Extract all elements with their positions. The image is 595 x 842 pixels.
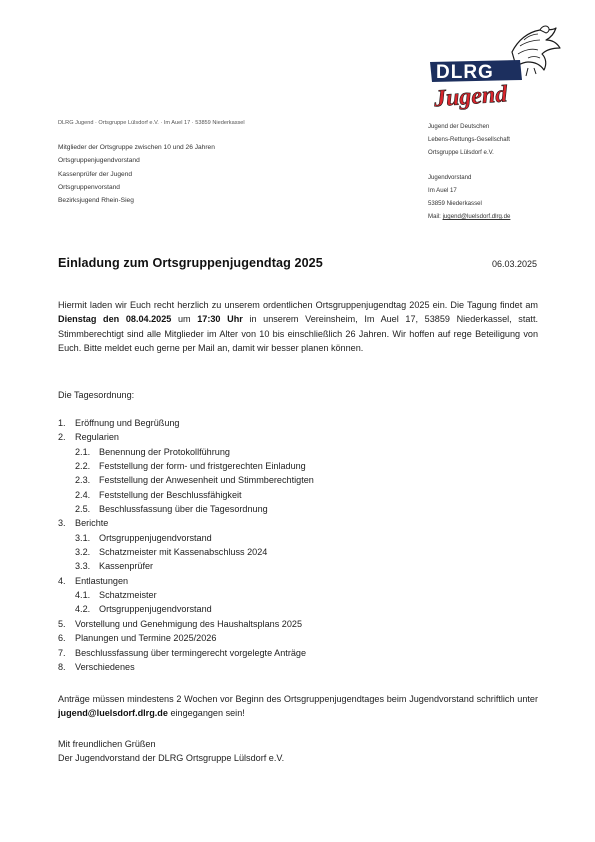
agenda-text: Eröffnung und Begrüßung bbox=[75, 418, 180, 428]
logo-text-dlrg: DLRG bbox=[436, 62, 494, 83]
agenda-item bbox=[58, 660, 538, 674]
agenda-text: Verschiedenes bbox=[75, 661, 135, 672]
agenda-text: Beschlussfassung über die Tagesordnung bbox=[99, 504, 268, 515]
agenda-number: 4. bbox=[58, 575, 66, 586]
agenda-list bbox=[58, 416, 538, 674]
recipient: Mitglieder der Ortsgruppe zwischen 10 und 26 Jahren bbox=[58, 144, 215, 151]
closing-mail-link[interactable]: jugend@luelsdorf.dlrg.de bbox=[58, 708, 168, 719]
agenda-subitem bbox=[58, 502, 538, 516]
agenda-text: Feststellung der form- und fristgerechten Einladung bbox=[99, 461, 306, 472]
intro-text: in unserem Vereinsheim, Im Auel 17, 53859 Niederkassel, statt. Stimmberechtigt sind alle Mitglieder im Alter von 10 bis einschließlich 26 Jahren. Wir hoffen auf rege Beteiligung von Euch. Bitte meldet euch gerne per Mail an, damit wir besser planen können. bbox=[58, 314, 539, 353]
agenda-number: 2.2. bbox=[75, 461, 91, 472]
agenda-number: 3.1. bbox=[75, 532, 91, 543]
agenda-item bbox=[58, 416, 538, 430]
recipient: Ortsgruppenvorstand bbox=[58, 183, 120, 191]
agenda-item bbox=[58, 646, 538, 660]
agenda-number: 2.1. bbox=[75, 446, 91, 457]
recipient: Ortsgruppenjugendvorstand bbox=[58, 157, 140, 165]
agenda-number: 2.3. bbox=[75, 475, 91, 486]
meeting-date: Dienstag den 08.04.2025 bbox=[58, 314, 172, 325]
contact-city: 53859 Niederkassel bbox=[428, 200, 482, 208]
agenda-text: Schatzmeister mit Kassenabschluss 2024 bbox=[99, 547, 268, 558]
agenda-text: Ortsgruppenjugendvorstand bbox=[99, 604, 212, 615]
agenda-subitem bbox=[58, 473, 538, 487]
org-line: Lebens-Rettungs-Gesellschaft bbox=[428, 136, 510, 144]
greeting: Mit freundlichen Grüßen bbox=[58, 739, 156, 749]
signoff bbox=[58, 737, 284, 766]
agenda-number: 3.3. bbox=[75, 561, 91, 572]
agenda-number: 2.4. bbox=[75, 489, 91, 500]
agenda-number: 3.2. bbox=[75, 547, 91, 558]
recipient: Kassenprüfer der Jugend bbox=[58, 170, 133, 178]
agenda-number: 4.1. bbox=[75, 590, 91, 601]
agenda-number: 2. bbox=[58, 432, 66, 443]
agenda-text: Schatzmeister bbox=[99, 590, 157, 601]
closing-paragraph bbox=[58, 692, 538, 721]
document-date: 06.03.2025 bbox=[491, 259, 537, 269]
agenda-text: Planungen und Termine 2025/2026 bbox=[75, 633, 217, 644]
agenda-item bbox=[58, 574, 538, 588]
mail-label: Mail: bbox=[428, 213, 443, 221]
contact-street: Im Auel 17 bbox=[428, 187, 457, 195]
contact-mail-row bbox=[428, 210, 510, 223]
agenda-number: 6. bbox=[58, 633, 66, 644]
contact-block bbox=[428, 171, 510, 223]
agenda-text: Berichte bbox=[75, 518, 109, 529]
contact-name: Jugendvorstand bbox=[428, 174, 472, 181]
agenda-item bbox=[58, 430, 538, 444]
signature: Der Jugendvorstand der DLRG Ortsgruppe Lülsdorf e.V. bbox=[58, 753, 285, 764]
closing-text: Anträge müssen mindestens 2 Wochen vor Beginn des Ortsgruppenjugendtages beim Jugendvorstand schriftlich unter bbox=[58, 694, 538, 704]
agenda-item bbox=[58, 617, 538, 631]
agenda-text: Vorstellung und Genehmigung des Haushaltsplans 2025 bbox=[75, 618, 302, 629]
logo-text-jugend: Jugend bbox=[433, 81, 509, 113]
agenda-number: 4.2. bbox=[75, 604, 91, 615]
meeting-time: 17:30 Uhr bbox=[197, 314, 243, 325]
agenda-text: Kassenprüfer bbox=[99, 561, 154, 572]
agenda-subitem bbox=[58, 545, 538, 559]
recipient-list bbox=[58, 141, 215, 207]
agenda-text: Feststellung der Beschlussfähigkeit bbox=[99, 489, 242, 500]
agenda-number: 7. bbox=[58, 647, 66, 658]
intro-text: um bbox=[171, 314, 198, 325]
agenda-item bbox=[58, 516, 538, 530]
agenda-number: 3. bbox=[58, 518, 66, 529]
closing-text: eingegangen sein! bbox=[167, 708, 245, 719]
organization-block bbox=[428, 120, 510, 159]
agenda-text: Entlastungen bbox=[75, 575, 129, 586]
recipient: Bezirksjugend Rhein-Sieg bbox=[58, 197, 134, 205]
agenda-text: Regularien bbox=[75, 432, 119, 443]
agenda-item bbox=[58, 631, 538, 645]
agenda-subitem bbox=[58, 459, 538, 473]
agenda-subitem bbox=[58, 445, 538, 459]
intro-paragraph bbox=[58, 298, 538, 355]
agenda-subitem bbox=[58, 559, 538, 573]
org-line: Jugend der Deutschen bbox=[428, 123, 490, 130]
agenda-text: Beschlussfassung über termingerecht vorgelegte Anträge bbox=[75, 647, 307, 658]
agenda-subitem bbox=[58, 531, 538, 545]
agenda-subitem bbox=[58, 488, 538, 502]
contact-mail-link[interactable]: jugend@luelsdorf.dlrg.de bbox=[442, 213, 511, 221]
org-line: Ortsgruppe Lülsdorf e.V. bbox=[428, 149, 494, 157]
agenda-heading: Die Tagesordnung: bbox=[58, 390, 135, 400]
agenda-text: Benennung der Protokollführung bbox=[99, 446, 230, 457]
agenda-text: Ortsgruppenjugendvorstand bbox=[99, 532, 212, 543]
agenda-number: 8. bbox=[58, 661, 66, 672]
agenda-number: 1. bbox=[58, 418, 66, 428]
agenda-number: 2.5. bbox=[75, 504, 91, 515]
agenda-subitem bbox=[58, 602, 538, 616]
agenda-text: Feststellung der Anwesenheit und Stimmberechtigten bbox=[99, 475, 314, 486]
intro-text: Hiermit laden wir Euch recht herzlich zu unserem ordentlichen Ortsgruppenjugendtag 2025 ein. Die Tagung findet am bbox=[58, 300, 538, 310]
dlrg-jugend-logo bbox=[428, 24, 562, 116]
document-title: Einladung zum Ortsgruppenjugendtag 2025 bbox=[58, 256, 323, 270]
sender-line: DLRG Jugend · Ortsgruppe Lülsdorf e.V. · Im Auel 17 · 53859 Niederkassel bbox=[58, 120, 245, 126]
agenda-number: 5. bbox=[58, 618, 66, 629]
agenda-subitem bbox=[58, 588, 538, 602]
